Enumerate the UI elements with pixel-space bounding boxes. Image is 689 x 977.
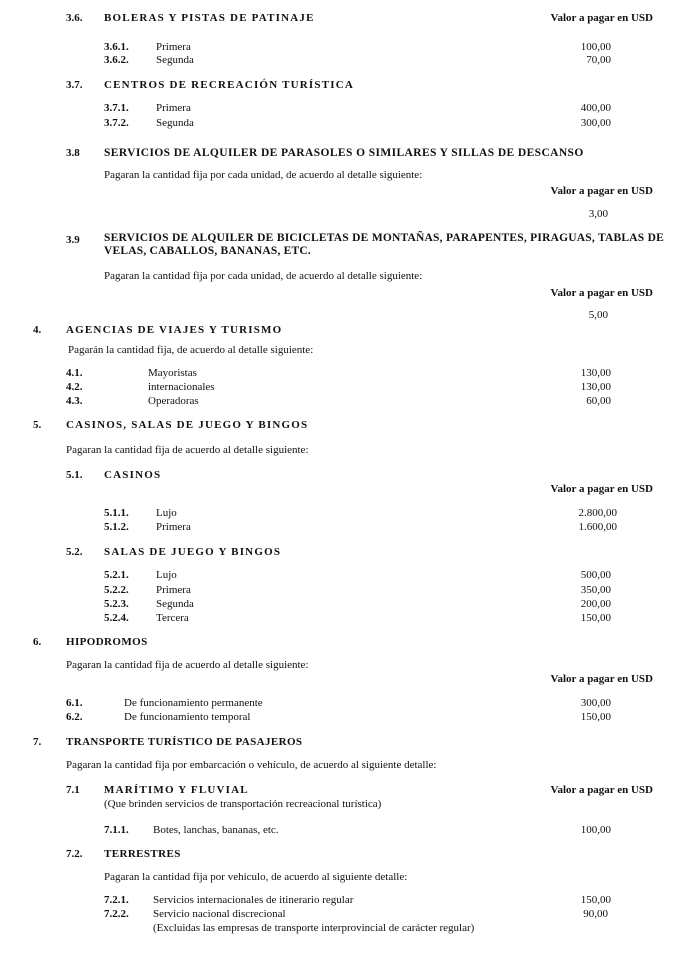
item-number: 5.2.2.: [104, 584, 129, 596]
item-number: 5.1.2.: [104, 521, 129, 533]
value-header: Valor a pagar en USD: [550, 483, 653, 495]
section-3-9-number: 3.9: [66, 234, 80, 246]
value-header: Valor a pagar en USD: [550, 185, 653, 197]
item-value: 200,00: [580, 598, 611, 610]
item-value: 5,00: [588, 309, 608, 321]
section-7-1-subtitle: (Que brinden servicios de transportación recreacional turística): [104, 798, 382, 810]
item-number: 3.7.1.: [104, 102, 129, 114]
item-value: 3,00: [588, 208, 608, 220]
item-label: De funcionamiento permanente: [124, 697, 263, 709]
item-number: 3.6.1.: [104, 41, 129, 53]
section-3-6-title: BOLERAS Y PISTAS DE PATINAJE: [104, 12, 315, 24]
section-7-2-note: (Excluidas las empresas de transporte interprovincial de carácter regular): [153, 922, 475, 934]
section-6-number: 6.: [33, 636, 42, 648]
value-header: Valor a pagar en USD: [550, 287, 653, 299]
item-value: 100,00: [580, 824, 611, 836]
item-value: 150,00: [580, 612, 611, 624]
item-value: 130,00: [580, 381, 611, 393]
section-7-text: Pagaran la cantidad fija por embarcación o vehículo, de acuerdo al siguiente detalle:: [66, 759, 437, 771]
item-number: 6.2.: [66, 711, 83, 723]
item-value: 300,00: [580, 697, 611, 709]
item-label: Primera: [156, 102, 191, 114]
item-label: Segunda: [156, 598, 194, 610]
section-7-1-number: 7.1: [66, 784, 80, 796]
section-5-2-number: 5.2.: [66, 546, 83, 558]
section-4-text: Pagarán la cantidad fija, de acuerdo al detalle siguiente:: [68, 344, 314, 356]
item-label: internacionales: [148, 381, 215, 393]
item-value: 300,00: [580, 117, 611, 129]
item-label: Botes, lanchas, bananas, etc.: [153, 824, 279, 836]
item-label: Lujo: [156, 569, 177, 581]
item-number: 5.2.1.: [104, 569, 129, 581]
item-value: 90,00: [583, 908, 608, 920]
item-label: De funcionamiento temporal: [124, 711, 251, 723]
value-header: Valor a pagar en USD: [550, 673, 653, 685]
item-value: 150,00: [580, 894, 611, 906]
item-value: 400,00: [580, 102, 611, 114]
section-5-2-title: SALAS DE JUEGO Y BINGOS: [104, 546, 282, 558]
item-label: Servicio nacional discrecional: [153, 908, 286, 920]
section-4-title: AGENCIAS DE VIAJES Y TURISMO: [66, 324, 283, 336]
section-7-1-title: MARÍTIMO Y FLUVIAL: [104, 784, 249, 796]
section-5-1-number: 5.1.: [66, 469, 83, 481]
item-number: 4.1.: [66, 367, 83, 379]
item-number: 3.6.2.: [104, 54, 129, 66]
item-value: 350,00: [580, 584, 611, 596]
item-number: 5.2.3.: [104, 598, 129, 610]
section-6-title: HIPODROMOS: [66, 636, 148, 648]
item-number: 5.1.1.: [104, 507, 129, 519]
section-4-number: 4.: [33, 324, 42, 336]
section-3-7-number: 3.7.: [66, 79, 83, 91]
section-7-2-text: Pagaran la cantidad fija por vehículo, de acuerdo al siguiente detalle:: [104, 871, 408, 883]
section-7-title: TRANSPORTE TURÍSTICO DE PASAJEROS: [66, 736, 303, 748]
section-3-8-number: 3.8: [66, 147, 80, 159]
item-value: 2.800,00: [578, 507, 617, 519]
section-5-text: Pagaran la cantidad fija de acuerdo al detalle siguiente:: [66, 444, 309, 456]
item-label: Primera: [156, 41, 191, 53]
item-number: 4.3.: [66, 395, 83, 407]
section-5-number: 5.: [33, 419, 42, 431]
section-5-1-title: CASINOS: [104, 469, 162, 481]
item-number: 3.7.2.: [104, 117, 129, 129]
section-3-8-title: SERVICIOS DE ALQUILER DE PARASOLES O SIMILARES Y SILLAS DE DESCANSO: [104, 147, 584, 159]
item-label: Primera: [156, 521, 191, 533]
item-label: Segunda: [156, 117, 194, 129]
item-label: Primera: [156, 584, 191, 596]
item-value: 60,00: [586, 395, 611, 407]
section-7-number: 7.: [33, 736, 42, 748]
value-header: Valor a pagar en USD: [550, 12, 653, 24]
section-3-8-text: Pagaran la cantidad fija por cada unidad, de acuerdo al detalle siguiente:: [104, 169, 423, 181]
item-value: 500,00: [580, 569, 611, 581]
item-label: Tercera: [156, 612, 189, 624]
item-label: Mayoristas: [148, 367, 197, 379]
item-number: 7.1.1.: [104, 824, 129, 836]
value-header: Valor a pagar en USD: [550, 784, 653, 796]
section-7-2-title: TERRESTRES: [104, 848, 181, 860]
section-3-7-title: CENTROS DE RECREACIÓN TURÍSTICA: [104, 79, 355, 91]
section-3-6-number: 3.6.: [66, 12, 83, 24]
item-number: 7.2.1.: [104, 894, 129, 906]
item-label: Servicios internacionales de itinerario regular: [153, 894, 354, 906]
item-value: 1.600,00: [578, 521, 617, 533]
item-number: 6.1.: [66, 697, 83, 709]
item-label: Lujo: [156, 507, 177, 519]
item-value: 130,00: [580, 367, 611, 379]
section-3-9-title: SERVICIOS DE ALQUILER DE BICICLETAS DE MONTAÑAS, PARAPENTES, PIRAGUAS, TABLAS DE VELAS, CABALLOS, BANANAS, ETC.: [104, 232, 664, 257]
section-6-text: Pagaran la cantidad fija de acuerdo al detalle siguiente:: [66, 659, 309, 671]
item-value: 70,00: [586, 54, 611, 66]
section-5-title: CASINOS, SALAS DE JUEGO Y BINGOS: [66, 419, 309, 431]
item-number: 7.2.2.: [104, 908, 129, 920]
item-number: 5.2.4.: [104, 612, 129, 624]
section-7-2-number: 7.2.: [66, 848, 83, 860]
item-label: Segunda: [156, 54, 194, 66]
item-label: Operadoras: [148, 395, 199, 407]
item-value: 150,00: [580, 711, 611, 723]
item-number: 4.2.: [66, 381, 83, 393]
section-3-9-text: Pagaran la cantidad fija por cada unidad, de acuerdo al detalle siguiente:: [104, 270, 423, 282]
item-value: 100,00: [580, 41, 611, 53]
